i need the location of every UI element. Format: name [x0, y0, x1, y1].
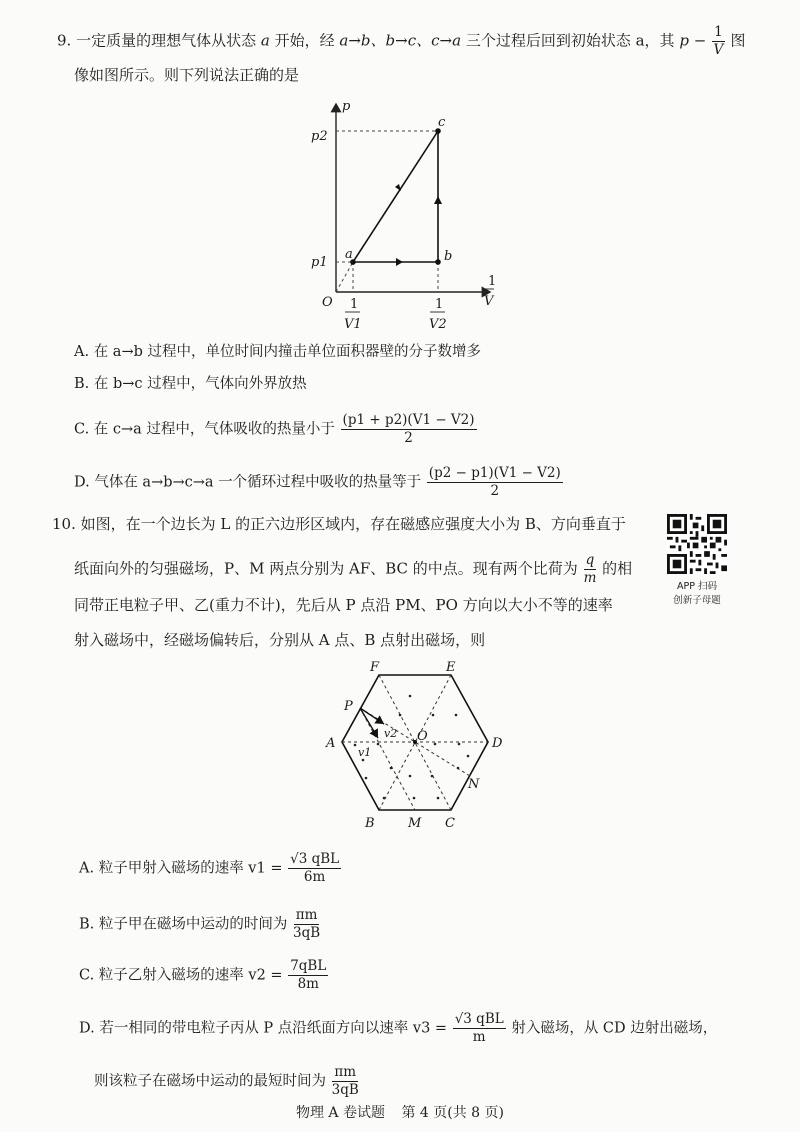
- q10-option-b-num: πm: [295, 907, 318, 923]
- q9-process-list: a→b、b→c、c→a: [339, 31, 462, 50]
- q10-option-d-line2: [94, 1064, 360, 1099]
- q10-ratio-num: q: [585, 552, 595, 568]
- q9-p-inverse-v-graph: [300, 92, 520, 337]
- qr-caption: [650, 580, 744, 608]
- q10-ratio-den: m: [583, 570, 597, 586]
- vertex-e-label: E: [446, 660, 456, 675]
- q9-number: 9.: [57, 31, 72, 50]
- q10-number: 10.: [52, 515, 76, 533]
- q9-stem-line2: 像如图所示。则下列说法正确的是: [74, 66, 300, 84]
- x-axis-den: V: [484, 294, 494, 309]
- q10-option-b-den: 3qB: [292, 925, 321, 941]
- origin-extension: [336, 262, 353, 292]
- q10-option-d-fraction: [453, 1011, 506, 1046]
- arrow-b-c: [434, 196, 442, 204]
- q9-stem-line1: [57, 24, 745, 59]
- q10-option-d-tail: 射入磁场，从 CD 边射出磁场，: [511, 1020, 718, 1037]
- q9-option-c-num: (p1 + p2)(V1 − V2): [342, 412, 475, 428]
- q10-option-a-fraction: [288, 851, 341, 886]
- vertex-d-label: D: [492, 736, 503, 751]
- q10-option-c-text: C. 粒子乙射入磁场的速率 v2 =: [79, 967, 283, 984]
- q9-option-d-num: (p2 − p1)(V1 − V2): [428, 465, 561, 481]
- q9-p-symbol: p: [679, 31, 689, 50]
- q10-option-a-text: A. 粒子甲射入磁场的速率 v1 =: [79, 860, 283, 877]
- q10-line2-text: 纸面向外的匀强磁场，P、M 两点分别为 AF、BC 的中点。现有两个比荷为: [74, 559, 578, 578]
- q9-stem-part-d: a，其: [635, 31, 675, 50]
- q10-option-c-num: 7qBL: [290, 958, 327, 974]
- qr-caption-line1: APP 扫码: [677, 581, 717, 592]
- q10-option-a-den: 6m: [303, 869, 326, 885]
- q9-stem-part-c: 三个过程后回到初始状态: [465, 31, 631, 50]
- vertex-f-label: F: [370, 660, 380, 675]
- point-b-label: b: [444, 249, 453, 264]
- q10-stem-line2: [74, 552, 632, 587]
- q9-option-c: [74, 412, 478, 447]
- q9-frac-num: 1: [714, 24, 723, 40]
- q9-option-c-den: 2: [404, 430, 413, 446]
- q9-option-d-text: D. 气体在 a→b→c→a 一个循环过程中吸收的热量等于: [74, 474, 422, 491]
- q10-option-b-text: B. 粒子甲在磁场中运动的时间为: [79, 916, 288, 933]
- q10-option-d-line2-text: 则该粒子在磁场中运动的最短时间为: [94, 1073, 326, 1090]
- x1-den: V1: [344, 317, 362, 332]
- arrow-a-b: [396, 258, 403, 266]
- velocity-v2-arrow: [360, 708, 384, 724]
- velocity-v1-arrow: [360, 708, 378, 738]
- q9-option-c-fraction: [341, 412, 477, 447]
- q10-option-b-fraction: [293, 907, 320, 942]
- q9-stem-part-e: 图: [730, 31, 746, 50]
- q9-option-b: B. 在 b→c 过程中，气体向外界放热: [74, 376, 307, 392]
- q10-stem-line4: 射入磁场中，经磁场偏转后，分别从 A 点、B 点射出磁场，则: [74, 631, 486, 649]
- q10-option-c: [79, 958, 329, 993]
- line-p-m: [360, 708, 415, 810]
- x-axis-num: 1: [488, 274, 497, 289]
- qr-code[interactable]: [667, 514, 727, 574]
- x2-den: V2: [429, 317, 447, 332]
- q10-option-d: [79, 1011, 717, 1046]
- q9-option-c-text: C. 在 c→a 过程中，气体吸收的热量小于: [74, 421, 335, 438]
- q9-stem-part-a: 一定质量的理想气体从状态: [76, 31, 257, 50]
- footer-title: 物理 A 卷试题: [295, 1105, 385, 1121]
- q10-option-d-num: √3 qBL: [454, 1011, 504, 1027]
- point-c-label: c: [438, 115, 446, 130]
- p-axis-label: p: [342, 99, 351, 114]
- vertex-c-label: C: [445, 816, 455, 831]
- q10-option-d2-num: πm: [334, 1064, 357, 1080]
- q9-frac-den: V: [713, 42, 724, 58]
- q9-minus: −: [693, 31, 707, 50]
- q9-inverse-v-fraction: [712, 24, 725, 59]
- center-o-label: O: [417, 729, 428, 744]
- q10-option-a-num: √3 qBL: [290, 851, 340, 867]
- q10-option-c-fraction: [288, 958, 328, 993]
- q10-ratio-fraction: [584, 552, 597, 587]
- p2-label: p2: [311, 129, 328, 144]
- point-p-label: P: [344, 699, 353, 714]
- q10-option-d2-fraction: [332, 1064, 359, 1099]
- v1-label: v1: [358, 746, 372, 759]
- x1-num: 1: [350, 297, 359, 312]
- q9-option-d: [74, 465, 564, 500]
- q9-option-d-den: 2: [490, 483, 500, 499]
- q10-option-a: [79, 851, 342, 886]
- q10-option-b: [79, 907, 321, 942]
- point-n-label: N: [468, 777, 480, 792]
- q9-state-a: a: [260, 31, 270, 50]
- origin-label: O: [322, 295, 333, 310]
- q10-stem-line3: 同带正电粒子甲、乙(重力不计)，先后从 P 点沿 PM、PO 方向以大小不等的速率: [74, 596, 613, 614]
- qr-caption-line2: 创新子母题: [673, 595, 721, 606]
- arrow-c-a: [395, 184, 401, 191]
- vertex-b-label: B: [365, 816, 375, 831]
- p1-label: p1: [311, 255, 328, 270]
- page-footer: [0, 1102, 800, 1122]
- q9-stem-part-b: 开始，经: [274, 31, 335, 50]
- v2-label: v2: [384, 727, 398, 740]
- point-m-label: M: [408, 816, 422, 831]
- q9-option-a: A. 在 a→b 过程中，单位时间内撞击单位面积器壁的分子数增多: [74, 344, 481, 360]
- point-a-label: a: [345, 247, 353, 262]
- footer-page-number: 第 4 页(共 8 页): [401, 1105, 504, 1121]
- q10-option-d-den: m: [472, 1029, 486, 1045]
- q10-hexagon-diagram: [318, 658, 508, 834]
- q10-line2-tail: 的相: [602, 559, 633, 578]
- vertex-a-label: A: [326, 736, 336, 751]
- process-c-a: [353, 131, 438, 262]
- q9-option-d-fraction: [427, 465, 563, 500]
- q10-option-d2-den: 3qB: [331, 1082, 359, 1098]
- x2-num: 1: [435, 297, 444, 312]
- state-b-dot: [435, 259, 441, 265]
- q10-stem-line1: [52, 513, 626, 535]
- q10-line1-text: 如图，在一个边长为 L 的正六边形区域内，存在磁感应强度大小为 B、方向垂直于: [80, 515, 626, 533]
- q10-option-c-den: 8m: [297, 976, 319, 992]
- q10-option-d-text: D. 若一相同的带电粒子丙从 P 点沿纸面方向以速率 v3 =: [79, 1020, 448, 1037]
